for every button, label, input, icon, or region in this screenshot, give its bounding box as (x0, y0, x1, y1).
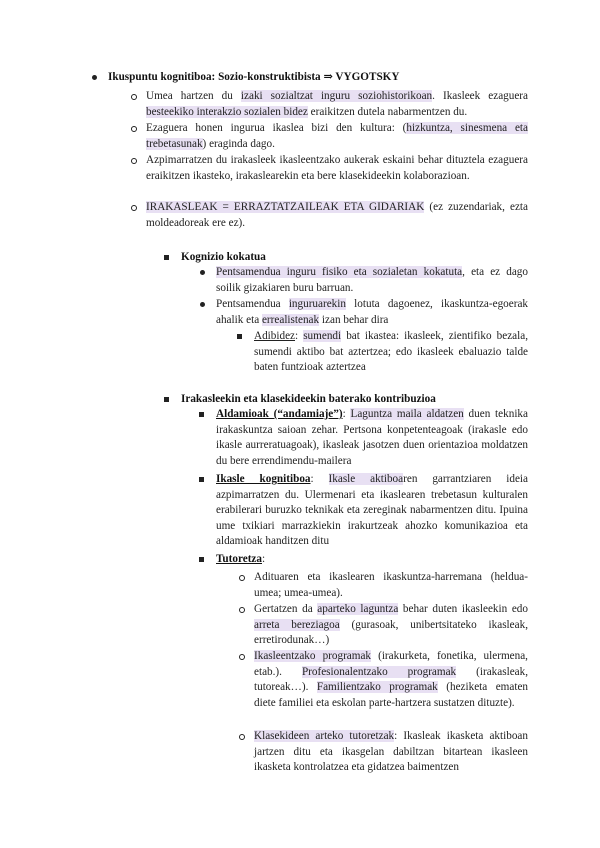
highlight: Familientzako programak (316, 681, 438, 694)
list-item: Azpimarratzen du irakasleek ikasleentzako aukerak eskaini behar dituztela ezaguera eraikitzen ikasteko, irakaslearekin eta bere klasekideekin kolaborazioan. (146, 153, 528, 184)
bullet-dot-icon (92, 75, 97, 80)
list-item: Pentsamendua inguruarekin lotuta dagoenez, ikaskuntza-egoerak ahalik eta errealistenak izan behar dira (216, 297, 528, 328)
bullet-square-icon (199, 557, 204, 562)
highlight: Pentsamendua inguru fisiko eta sozialetan kokatuta (216, 266, 463, 278)
highlight: errealistenak (261, 313, 320, 326)
bullet-ring-icon (131, 126, 137, 132)
list-item: Aldamioak (“andamiaje”): Laguntza maila aldatzen duen teknika irakaskuntza saioan zehar. Pertsona konpetenteagoak (irakasle edo ikasle aurreratuagoak), ikasleak jasotzen duen orientazioa moldatzen du bere errendimendu-mailera (216, 407, 528, 469)
list-item: Ikasle kognitiboa: Ikasle aktiboaren garrantziaren ideia azpimarratzen du. Ulermenari eta ikaslearen trebetasun kulturalen erabilerari buruzko teknikak eta zereginak nabarmentzen ditu. Ipuina ume txikiari marrazkiekin irakurtzeak ahozko komunikazioa eta aldamioak handitzen ditu (216, 472, 528, 550)
list-item: Ezaguera honen ingurua ikaslea bizi den kultura: (hizkuntza, sinesmena eta trebetasunak) eraginda dago. (146, 121, 528, 152)
list-item: Adibidez: sumendi bat ikastea: ikasleek, zientifiko bezala, sumendi aktibo bat aztertzea; edo ikasleek ebaluazio talde baten funtzioak aztertzea (254, 329, 528, 376)
highlight: hizkuntza, sinesmena eta trebetasunak (146, 122, 528, 150)
bullet-dot-icon (200, 302, 205, 307)
list-item: Klasekideen arteko tutoretzak: Ikasleak ikasketa aktiboan jartzen ditu eta ikasgelan dabiltzan bitartean ikasleen ikasketa kontrolatzea eta gidatzea baimentzen (254, 729, 528, 776)
list-item: Tutoretza: (216, 552, 528, 568)
highlight: inguruarekin (288, 298, 346, 310)
arrow-symbol: ⇒ (323, 71, 333, 83)
list-item: Umea hartzen du izaki sozialtzat inguru soziohistorikoan. Ikasleek ezaguera besteekiko interakzio sozialen bidez eraikitzen dutela nabarmentzen du. (146, 89, 528, 120)
bullet-dot-icon (200, 270, 205, 275)
main-bullet-heading (108, 70, 548, 86)
bullet-square-icon (164, 255, 169, 260)
highlight: sumendi (303, 330, 342, 342)
bullet-ring-icon (131, 205, 137, 211)
bold-term: Tutoretza (216, 553, 262, 565)
bullet-ring-icon (239, 575, 245, 581)
highlight: arreta bereziagoa (254, 618, 340, 631)
section-heading: Kognizio kokatua (181, 250, 521, 266)
highlight: Klasekideen arteko tutoretzak (254, 730, 395, 742)
highlight: Laguntza maila aldatzen (350, 408, 464, 420)
heading-label: Ikuspuntu kognitiboa: Sozio-konstruktibista (108, 71, 321, 83)
section-heading: Irakasleekin eta klasekideekin baterako kontribuzioa (181, 392, 521, 408)
list-item: Adituaren eta ikaslearen ikaskuntza-harremana (heldua-umea; umea-umea). (254, 570, 528, 601)
highlight: besteekiko interakzio sozialen bidez (146, 105, 308, 118)
list-item: Pentsamendua inguru fisiko eta sozialetan kokatuta, eta ez dago soilik gizakiaren buru barruan. (216, 265, 528, 296)
heading-name: VYGOTSKY (335, 71, 400, 83)
underlined-text: Adibidez (254, 330, 296, 342)
bullet-square-icon (164, 397, 169, 402)
highlight: Ikasleentzako programak (254, 650, 372, 662)
list-item: Gertatzen da aparteko laguntza behar duten ikasleekin edo arreta bereziagoa (gurasoak, unibertsitateko ikasleak, erretirodunak…) (254, 602, 528, 649)
list-item: IRAKASLEAK = ERRAZTATZAILEAK ETA GIDARIAK (ez zuzendariak, ezta moldeadoreak ere ez). (146, 200, 528, 231)
list-item: Ikasleentzako programak (irakurketa, fonetika, ulermena, etab.). Profesionalentzako programak (irakasleak, tutoreak…). Familientzako programak (heziketa ematen diete familiei eta eskolan parte-hartzera sustatzen dituzte). (254, 649, 528, 711)
bullet-ring-icon (131, 158, 137, 164)
highlight: Profesionalentzako programak (301, 665, 457, 678)
bullet-square-icon (237, 334, 242, 339)
bullet-ring-icon (239, 734, 245, 740)
bullet-square-icon (199, 477, 204, 482)
bullet-ring-icon (239, 654, 245, 660)
highlight: aparteko laguntza (317, 603, 399, 615)
bullet-ring-icon (239, 607, 245, 613)
highlight: izaki sozialtzat inguru soziohistorikoan (240, 90, 433, 102)
bullet-square-icon (199, 412, 204, 417)
bullet-ring-icon (131, 94, 137, 100)
bold-term: Aldamioak (“andamiaje”) (216, 408, 343, 420)
bold-term: Ikasle kognitiboa (216, 473, 311, 485)
highlight: Ikasle aktiboa (328, 473, 404, 485)
highlight: IRAKASLEAK = ERRAZTATZAILEAK ETA GIDARIAK (146, 201, 425, 213)
